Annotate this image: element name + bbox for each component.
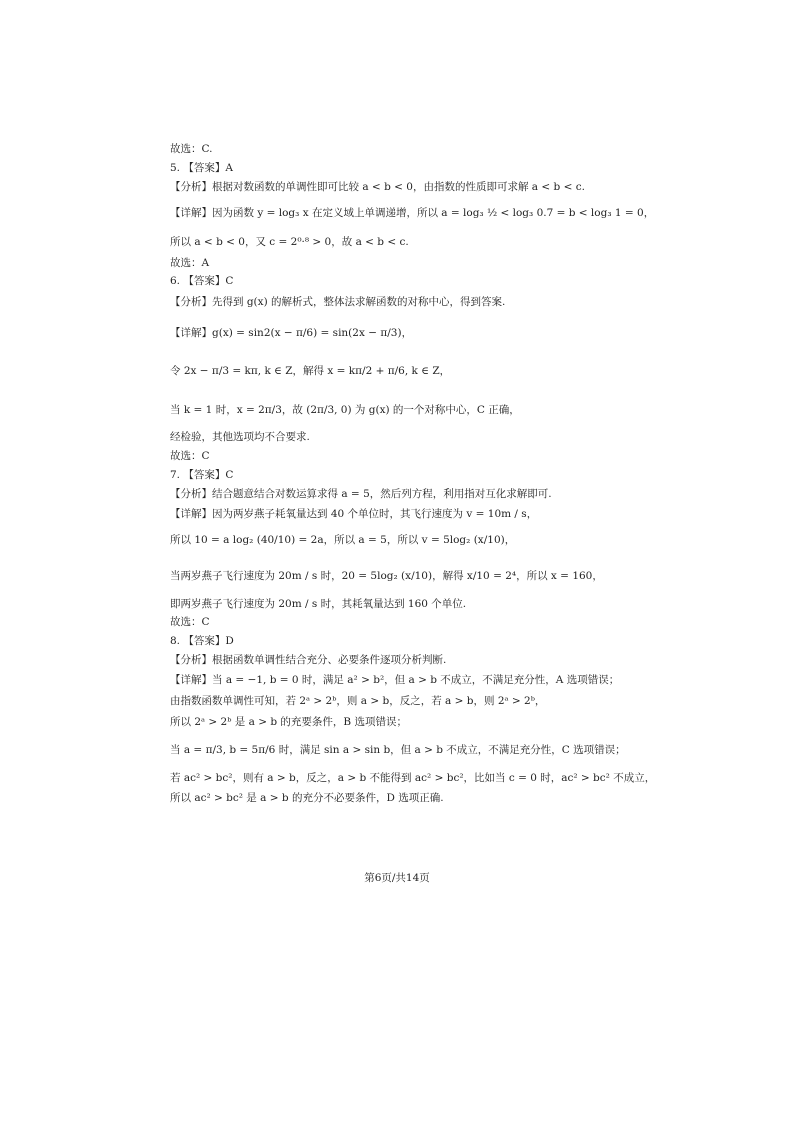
text-line: 所以 a < b < 0，又 c = 2⁰·⁸ > 0，故 a < b < c.	[170, 236, 409, 248]
text-line: 5. 【答案】A	[170, 162, 233, 174]
text-line: 当 k = 1 时，x = 2π/3，故 (2π/3, 0) 为 g(x) 的一个对称中心，C 正确，	[170, 404, 520, 416]
text-line: 【分析】根据函数单调性结合充分、必要条件逐项分析判断.	[170, 654, 447, 666]
text-line: 【详解】当 a = −1, b = 0 时，满足 a² > b²，但 a > b 不成立，不满足充分性，A 选项错误；	[170, 674, 620, 686]
text-line: 即两岁燕子飞行速度为 20m / s 时，其耗氧量达到 160 个单位.	[170, 598, 467, 610]
text-line: 若 ac² > bc²，则有 a > b，反之，a > b 不能得到 ac² > bc²，比如当 c = 0 时，ac² > bc² 不成立，	[170, 772, 656, 784]
text-line: 【详解】因为两岁燕子耗氧量达到 40 个单位时，其飞行速度为 v = 10m / s，	[170, 508, 538, 520]
text-line: 【详解】因为函数 y = log₃ x 在定义域上单调递增，所以 a = log₃ ½ < log₃ 0.7 = b < log₃ 1 = 0，	[170, 207, 655, 219]
text-line: 当 a = π/3, b = 5π/6 时，满足 sin a > sin b，但 a > b 不成立，不满足充分性，C 选项错误；	[170, 744, 626, 756]
text-line: 7. 【答案】C	[170, 469, 234, 481]
text-line: 故选：C	[170, 616, 210, 628]
text-line: 故选：C	[170, 450, 210, 462]
text-line: 由指数函数单调性可知，若 2ᵃ > 2ᵇ，则 a > b，反之，若 a > b，则 2ᵃ > 2ᵇ，	[170, 695, 546, 707]
text-line: 所以 10 = a log₂ (40/10) = 2a，所以 a = 5，所以 v = 5log₂ (x/10)，	[170, 534, 516, 546]
text-line: 经检验，其他选项均不合要求.	[170, 431, 310, 443]
text-line: 【分析】根据对数函数的单调性即可比较 a < b < 0，由指数的性质即可求解 a < b < c.	[170, 181, 585, 193]
text-line: 8. 【答案】D	[170, 635, 234, 647]
text-line: 所以 2ᵃ > 2ᵇ 是 a > b 的充要条件，B 选项错误；	[170, 716, 407, 728]
text-line: 故选：A	[170, 257, 210, 269]
text-line: 6. 【答案】C	[170, 275, 234, 287]
text-line: 令 2x − π/3 = kπ, k ∈ Z，解得 x = kπ/2 + π/6, k ∈ Z，	[170, 365, 451, 377]
text-line: 【详解】g(x) = sin2(x − π/6) = sin(2x − π/3)，	[170, 327, 413, 339]
text-line: 故选：C.	[170, 143, 213, 155]
text-line: 【分析】先得到 g(x) 的解析式，整体法求解函数的对称中心，得到答案.	[170, 296, 506, 308]
text-line: 所以 ac² > bc² 是 a > b 的充分不必要条件，D 选项正确.	[170, 792, 444, 804]
text-line: 当两岁燕子飞行速度为 20m / s 时，20 = 5log₂ (x/10)，解得 x/10 = 2⁴，所以 x = 160，	[170, 570, 603, 582]
text-line: 【分析】结合题意结合对数运算求得 a = 5，然后列方程，利用指对互化求解即可.	[170, 488, 552, 500]
page-number-footer: 第6页/共14页	[364, 872, 430, 884]
